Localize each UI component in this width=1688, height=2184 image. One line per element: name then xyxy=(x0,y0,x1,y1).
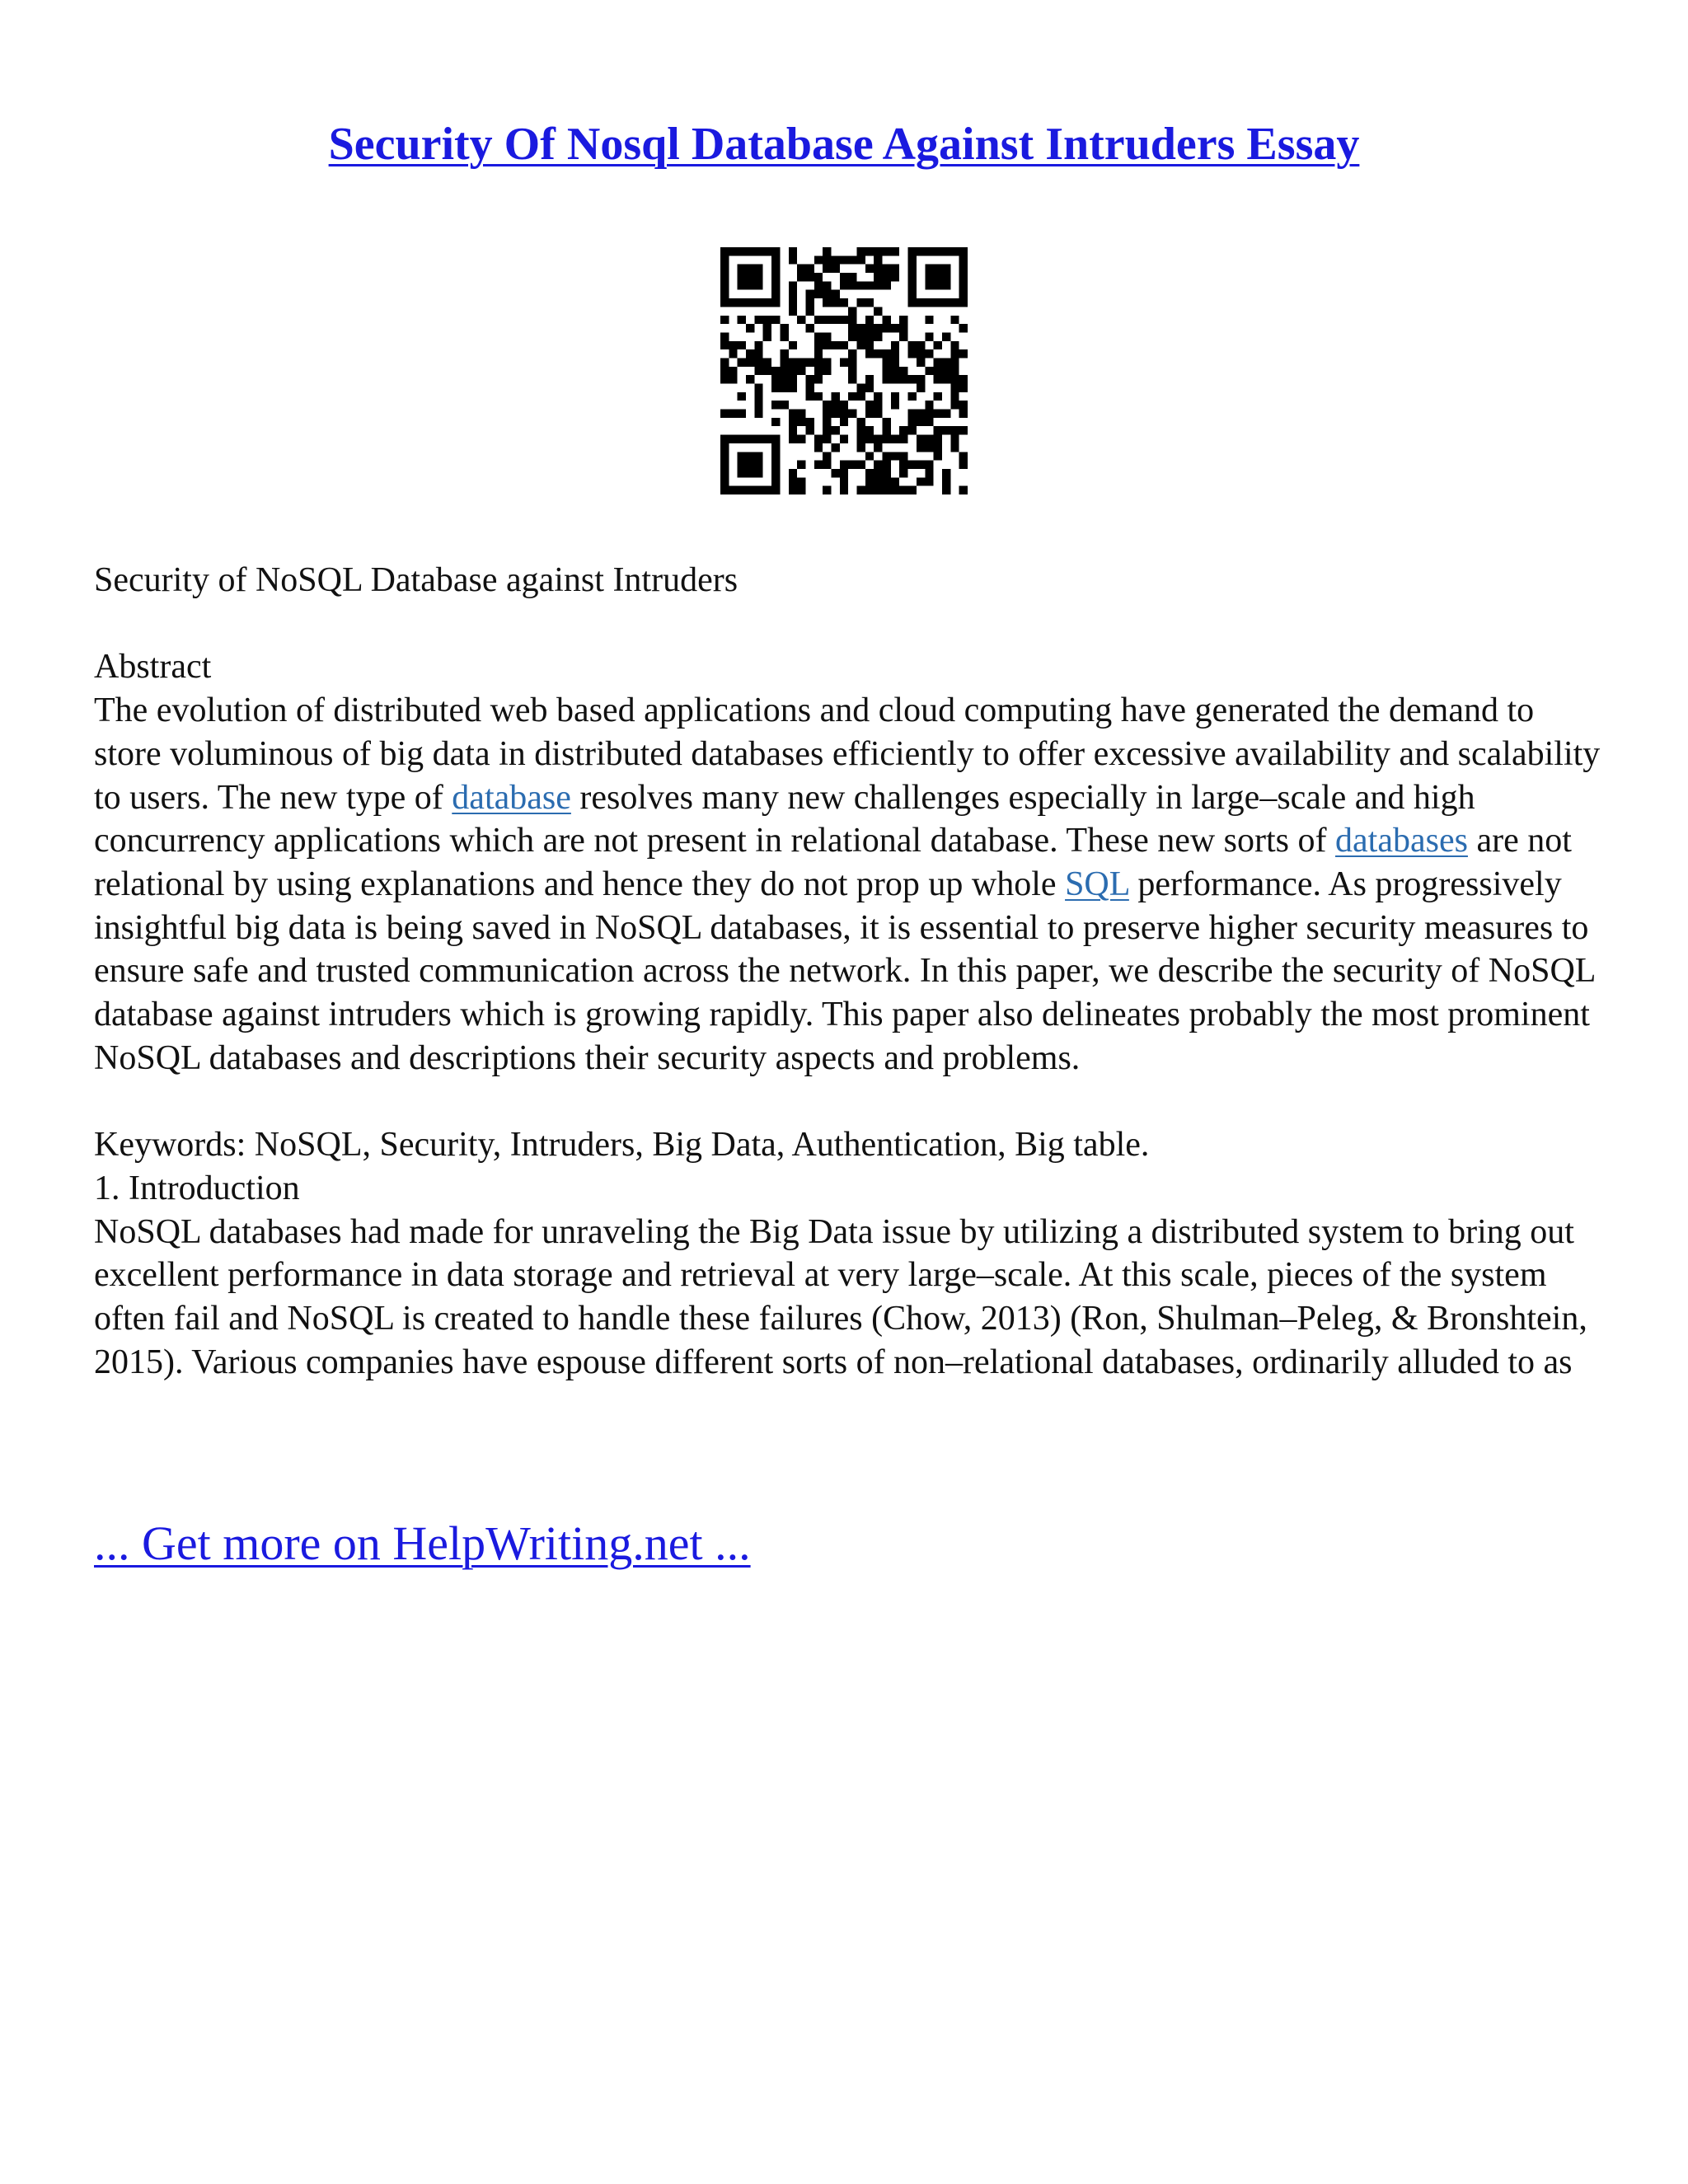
get-more-link[interactable]: ... Get more on HelpWriting.net ... xyxy=(94,1516,751,1570)
sql-link[interactable]: SQL xyxy=(1065,865,1129,903)
introduction-heading: 1. Introduction xyxy=(94,1169,300,1207)
databases-link[interactable]: databases xyxy=(1335,822,1468,860)
abstract-text: performance. As progressively insightful big data is being saved in NoSQL databases, it is essential to preserve higher security measures to ensure safe and trusted communication across the network. In this paper, we describe the security of NoSQL database against intruders which is growing rapidly. This paper also delineates probably the most prominent NoSQL databases and descriptions their security aspects and problems. xyxy=(94,865,1595,1077)
document-body xyxy=(94,559,1602,1384)
abstract-label: Abstract xyxy=(94,648,212,687)
spacer xyxy=(94,1080,1602,1123)
document-title xyxy=(0,115,1688,173)
introduction-paragraph: NoSQL databases had made for unraveling the Big Data issue by utilizing a distributed system to bring out excellent performance in data storage and retrieval at very large–scale. At this scale, pieces of the system often fail and NoSQL is created to handle these failures (Chow, 2013) (Ron, Shulman–Peleg, & Bronshtein, 2015). Various companies have espouse different sorts of non–relational databases, ordinarily alluded to as xyxy=(94,1212,1587,1381)
spacer xyxy=(94,602,1602,646)
abstract-text: The evolution of distributed web based applications and cloud computing have generated the demand to store voluminous of big data in distributed databases efficiently to offer excessive availability and scalability to users. The new type of xyxy=(94,691,1601,817)
document-heading: Security of NoSQL Database against Intruders xyxy=(94,561,738,599)
title-link[interactable]: Security Of Nosql Database Against Intruders Essay xyxy=(328,119,1360,170)
abstract-text: are not relational by using explanations and hence they do not prop up whole xyxy=(94,822,1572,903)
database-link[interactable]: database xyxy=(452,778,571,817)
abstract-paragraph xyxy=(94,689,1602,1080)
abstract-text: resolves many new challenges especially in large–scale and high concurrency applications which are not present in relational database. These new sorts of xyxy=(94,778,1475,860)
keywords-line: Keywords: NoSQL, Security, Intruders, Big Data, Authentication, Big table. xyxy=(94,1126,1150,1165)
qr-code-icon xyxy=(720,247,968,494)
